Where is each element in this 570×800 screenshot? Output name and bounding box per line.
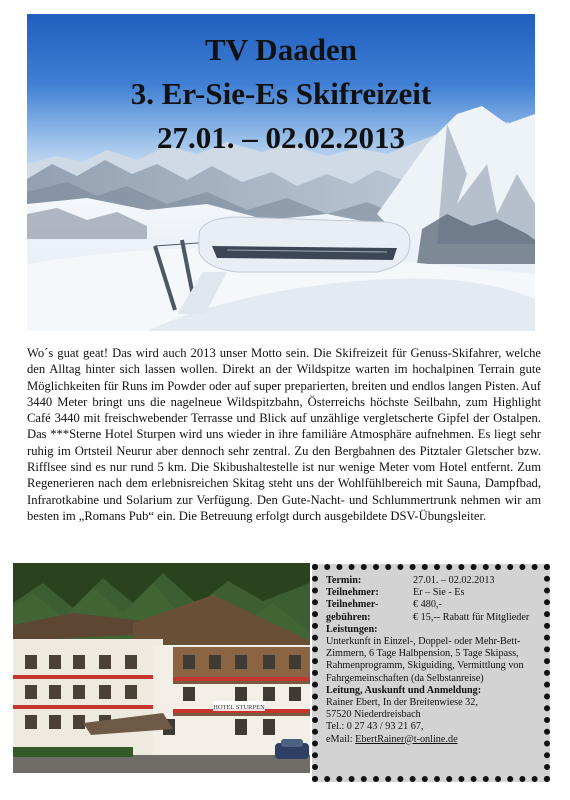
hero-title-event: 3. Er-Sie-Es Skifreizeit bbox=[130, 76, 432, 111]
gebuehr-value-1: € 480,- bbox=[413, 599, 442, 611]
gebuehr-value-2: € 15,-- Rabatt für Mitglieder bbox=[413, 611, 530, 623]
termin-label: Termin: bbox=[326, 575, 362, 586]
hotel-building-illustration bbox=[13, 563, 310, 773]
gebuehr-label-2: gebühren: bbox=[326, 611, 371, 623]
kontakt-ort: 57520 Niederdreisbach bbox=[326, 709, 421, 721]
hero-title-dates: 27.01. – 02.02.2013 bbox=[157, 120, 405, 155]
kontakt-name: Rainer Ebert, In der Breitenwiese 32, bbox=[326, 697, 478, 709]
teilnehmer-label: Teilnehmer: bbox=[326, 587, 379, 599]
description-paragraph: Wo´s guat geat! Das wird auch 2013 unser Motto sein. Die Skifreizeit für Genuss-Skifahrer, welche den Alltag hinter sich lassen wollen. Direkt an der Wildspitze warten im hochalpinen Terrain gute Möglichkeiten für Runs im Powder oder auf super preparierten, breiten und endlos langen Pisten. Auf 3440 Meter bringt uns die nagelneue Wildspitzbahn, Österreichs höchste Seilbahn, zum Highlight Café 3440 mit freischwebender Terrasse und Blick auf unzählige vergletscherte Gipfel der Ostalpen. Das ***Sterne Hotel Sturpen wird uns wieder in ihre familiäre Atmosphäre aufnehmen. Es liegt sehr ruhig im Ortsteil Neurur aber dennoch sehr zentral. Zu den Bergbahnen des Pitztaler Gletscher bzw. Rifflsee sind es nur rund 5 km. Die Skibushaltestelle ist nur wenige Meter vom Hotel entfernt. Zum Regenerieren nach dem erlebnisreichen Skitag steht uns der Wohlfühlbereich mit Sauna, Dampfbad, Infrarotkabine und Solarium zur Verfügung. Den Gute-Nacht- und Schlummertrunk nehmen wir am besten im „Romans Pub“ ein. Die Betreuung erfolgt durch ausgebildete DSV-Übungsleiter. bbox=[27, 346, 541, 523]
termin-value: 27.01. – 02.02.2013 bbox=[413, 575, 495, 586]
leistungen-label: Leistungen: bbox=[326, 623, 378, 635]
info-row-teilnehmer bbox=[326, 587, 538, 599]
gebuehr-label-1: Teilnehmer- bbox=[326, 599, 379, 611]
info-row-termin bbox=[326, 575, 538, 587]
info-row-gebuehr-2 bbox=[326, 612, 538, 624]
kontakt-email-line bbox=[326, 734, 538, 746]
info-row-gebuehr-1 bbox=[326, 599, 538, 611]
kontakt-email-prefix: eMail: bbox=[326, 733, 356, 745]
kontakt-label: Leitung, Auskunft und Anmeldung: bbox=[326, 684, 482, 696]
hero-title-club: TV Daaden bbox=[205, 32, 357, 67]
kontakt-tel: Tel.: 0 27 43 / 93 21 67, bbox=[326, 721, 424, 733]
leistungen-text: Unterkunft in Einzel-, Doppel- oder Mehr-Bett-Zimmern, 6 Tage Halbpension, 5 Tage Skipass, Rahmenprogramm, Skiguiding, Vermittlung von Fahrgemeinschaften (da Selbstanreise) bbox=[326, 636, 524, 684]
hero-image bbox=[27, 14, 535, 331]
hotel-sign: HOTEL STURPEN bbox=[213, 704, 265, 711]
kontakt-email-link[interactable]: EbertRainer@t-online.de bbox=[355, 733, 458, 745]
hotel-photo bbox=[13, 563, 310, 773]
teilnehmer-value: Er – Sie - Es bbox=[413, 587, 465, 599]
info-box bbox=[312, 564, 550, 782]
